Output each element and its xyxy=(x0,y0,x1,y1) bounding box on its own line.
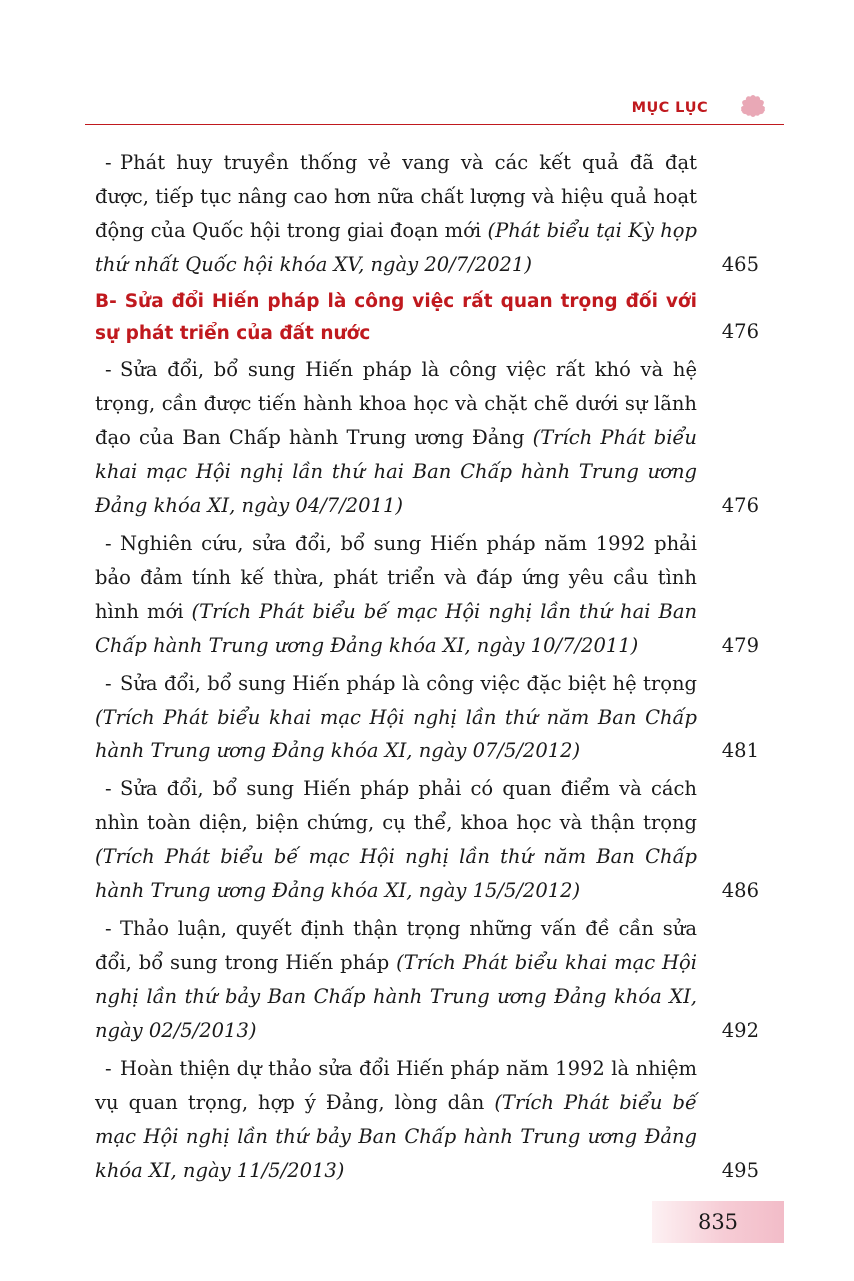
toc-entry-run-italic: (Phát biểu tại Kỳ họp thứ nhất Quốc hội khóa XV, ngày 20/7/2021) xyxy=(95,218,697,276)
toc-entry-run: Sửa đổi, bổ sung Hiến pháp là công việc rất khó và hệ trọng, cần được tiến hành khoa học và chặt chẽ dưới sự lãnh đạo của Ban Chấp hành Trung ương Đảng xyxy=(95,358,697,450)
toc-entry-run-italic: (Trích Phát biểu bế mạc Hội nghị lần thứ bảy Ban Chấp hành Trung ương Đảng khóa XI, ngày 11/5/2013) xyxy=(95,1090,697,1182)
toc-entry-page: 476 xyxy=(721,320,759,344)
toc-entry-run: Phát huy truyền thống vẻ vang và các kết quả đã đạt được, tiếp tục nâng cao hơn nữa chất lượng và hiệu quả hoạt động của Quốc hội trong giai đoạn mới xyxy=(95,151,697,242)
toc-entry-run: Sửa đổi, bổ sung Hiến pháp là công việc đặc biệt hệ trọng xyxy=(120,671,697,695)
toc-entry-run-italic: (Trích Phát biểu bế mạc Hội nghị lần thứ hai Ban Chấp hành Trung ương Đảng khóa XI, ngày 10/7/2011) xyxy=(95,599,697,657)
page-header xyxy=(85,80,784,128)
entry-dash: - xyxy=(105,777,112,801)
toc-entry-page: 481 xyxy=(721,739,759,763)
page-number-badge xyxy=(652,1201,784,1243)
toc-entry-text xyxy=(95,912,703,1048)
toc-entry[interactable] xyxy=(95,527,759,663)
toc-entry[interactable] xyxy=(95,1052,759,1188)
toc-entry[interactable] xyxy=(95,353,759,523)
page-title: MỤC LỤC xyxy=(631,100,708,116)
entry-dash: - xyxy=(105,151,112,174)
toc-entry-text xyxy=(95,1052,703,1188)
page-number: 835 xyxy=(697,1210,739,1234)
toc-entry-run: Nghiên cứu, sửa đổi, bổ sung Hiến pháp năm 1992 phải bảo đảm tính kế thừa, phát triển và đáp ứng yêu cầu tình hình mới xyxy=(95,531,697,623)
toc-entry-run-italic: (Trích Phát biểu khai mạc Hội nghị lần thứ hai Ban Chấp hành Trung ương Đảng khóa XI, ngày 04/7/2011) xyxy=(95,426,697,517)
toc-entry[interactable] xyxy=(95,667,759,769)
header-row xyxy=(85,80,784,120)
toc-section-heading[interactable] xyxy=(95,286,759,350)
toc-entry-text xyxy=(95,146,703,282)
toc-entry-page: 495 xyxy=(721,1158,759,1182)
entry-dash: - xyxy=(105,1056,112,1080)
toc-entry-page: 486 xyxy=(721,879,759,903)
toc-entry-run-italic: (Trích Phát biểu khai mạc Hội nghị lần thứ năm Ban Chấp hành Trung ương Đảng khóa XI, ngày 07/5/2012) xyxy=(95,705,697,763)
toc-entry[interactable] xyxy=(95,772,759,908)
entry-dash: - xyxy=(105,531,112,555)
entry-dash: - xyxy=(105,358,112,382)
toc-entry-run: Hoàn thiện dự thảo sửa đổi Hiến pháp năm 1992 là nhiệm vụ quan trọng, hợp ý Đảng, lòng dân xyxy=(95,1056,697,1114)
toc-entry-run-italic: (Trích Phát biểu bế mạc Hội nghị lần thứ năm Ban Chấp hành Trung ương Đảng khóa XI, ngày 15/5/2012) xyxy=(95,845,697,903)
toc-entry-text xyxy=(95,353,703,523)
toc-entry-page: 465 xyxy=(721,252,759,276)
toc-entry-run: Sửa đổi, bổ sung Hiến pháp phải có quan điểm và cách nhìn toàn diện, biện chứng, cụ thể, khoa học và thận trọng xyxy=(95,777,697,835)
toc-entry[interactable] xyxy=(95,912,759,1048)
toc-entry-text xyxy=(95,286,703,350)
toc-entry-run-italic: (Trích Phát biểu khai mạc Hội nghị lần thứ bảy Ban Chấp hành Trung ương Đảng khóa XI, ngày 02/5/2013) xyxy=(95,950,697,1042)
entry-dash: - xyxy=(105,917,112,941)
toc-entry-text xyxy=(95,527,703,663)
toc-entry-page: 479 xyxy=(721,633,759,657)
table-of-contents xyxy=(95,146,759,1191)
header-divider xyxy=(85,124,784,125)
toc-entry-text xyxy=(95,772,703,908)
toc-entry-run: Thảo luận, quyết định thận trọng những vấn đề cần sửa đổi, bổ sung trong Hiến pháp xyxy=(95,917,697,974)
toc-entry-page: 476 xyxy=(721,494,759,517)
toc-entry-text xyxy=(95,667,703,769)
lotus-icon xyxy=(722,80,784,120)
entry-dash: - xyxy=(105,671,112,695)
toc-entry-run: B- Sửa đổi Hiến pháp là công việc rất quan trọng đối với sự phát triển của đất nước xyxy=(95,290,697,344)
toc-entry-page: 492 xyxy=(721,1018,759,1042)
toc-entry[interactable] xyxy=(95,146,759,282)
